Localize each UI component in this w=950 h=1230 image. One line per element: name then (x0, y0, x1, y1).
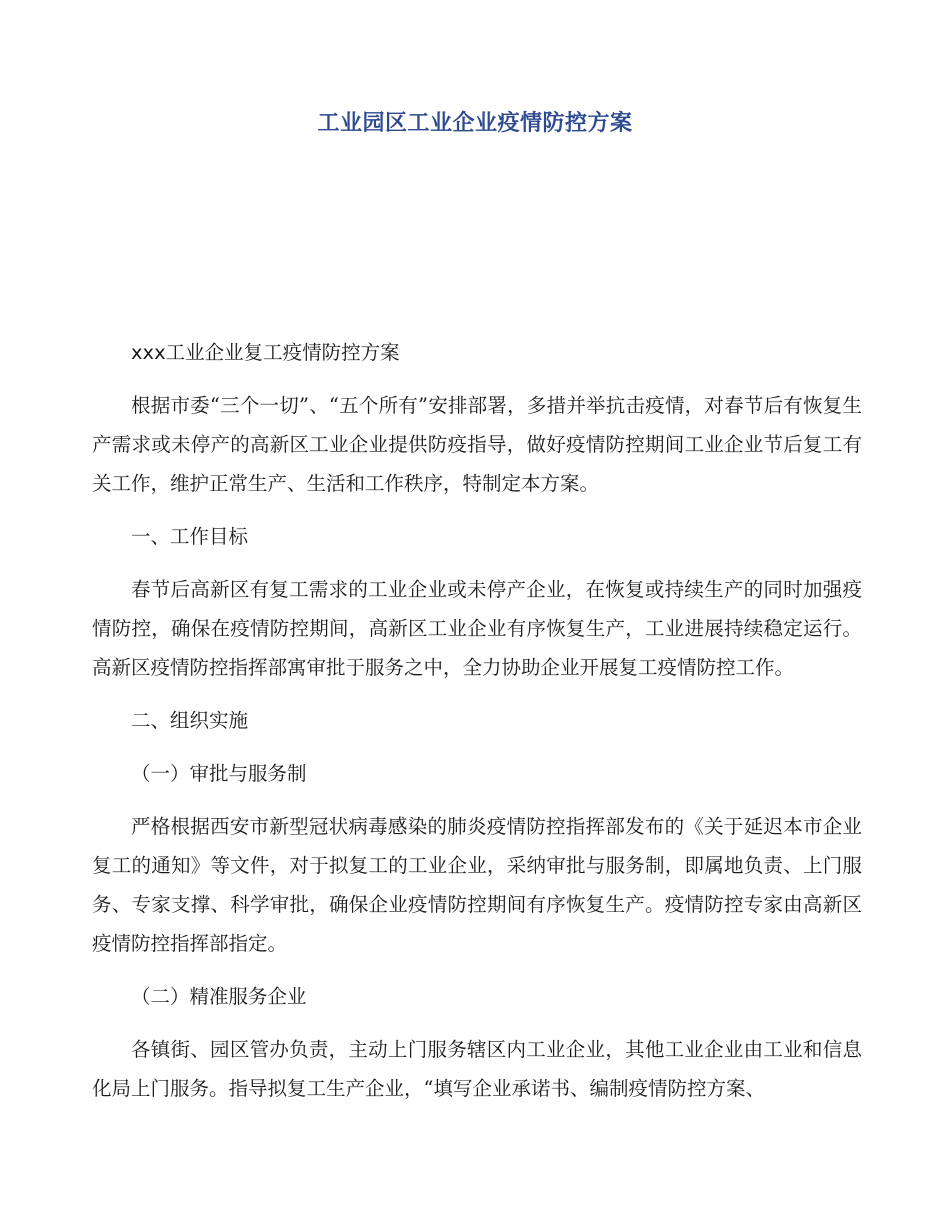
subsection-heading-approval: （一）审批与服务制 (131, 762, 307, 785)
document-body (92, 333, 862, 1108)
document-title: 工业园区工业企业疫情防控方案 (317, 111, 633, 136)
subsection-heading-service: （二）精准服务企业 (131, 985, 307, 1008)
paragraph-intro: 根据市委“三个一切”、“五个所有”安排部署，多措并举抗击疫情，对春节后有恢复生产需求或未停产的高新区工业企业提供防疫指导，做好疫情防控期间工业企业节后复工有关工作，维护正常生产、生活和工作秩序，特制定本方案。 (92, 394, 862, 495)
paragraph-service: 各镇街、园区管办负责，主动上门服务辖区内工业企业，其他工业企业由工业和信息化局上门服务。指导拟复工生产企业，“填写企业承诺书、编制疫情防控方案、 (92, 1038, 862, 1100)
section-heading-goals: 一、工作目标 (131, 525, 249, 548)
paragraph-goals: 春节后高新区有复工需求的工业企业或未停产企业，在恢复或持续生产的同时加强疫情防控，确保在疫情防控期间，高新区工业企业有序恢复生产，工业进展持续稳定运行。高新区疫情防控指挥部寓审批于服务之中，全力协助企业开展复工疫情防控工作。 (92, 578, 862, 679)
section-heading-implementation: 二、组织实施 (131, 709, 249, 732)
document-subtitle: xxx工业企业复工疫情防控方案 (131, 341, 400, 364)
paragraph-approval: 严格根据西安市新型冠状病毒感染的肺炎疫情防控指挥部发布的《关于延迟本市企业复工的通知》等文件，对于拟复工的工业企业，采纳审批与服务制，即属地负责、上门服务、专家支撑、科学审批，确保企业疫情防控期间有序恢复生产。疫情防控专家由高新区疫情防控指挥部指定。 (92, 815, 862, 955)
